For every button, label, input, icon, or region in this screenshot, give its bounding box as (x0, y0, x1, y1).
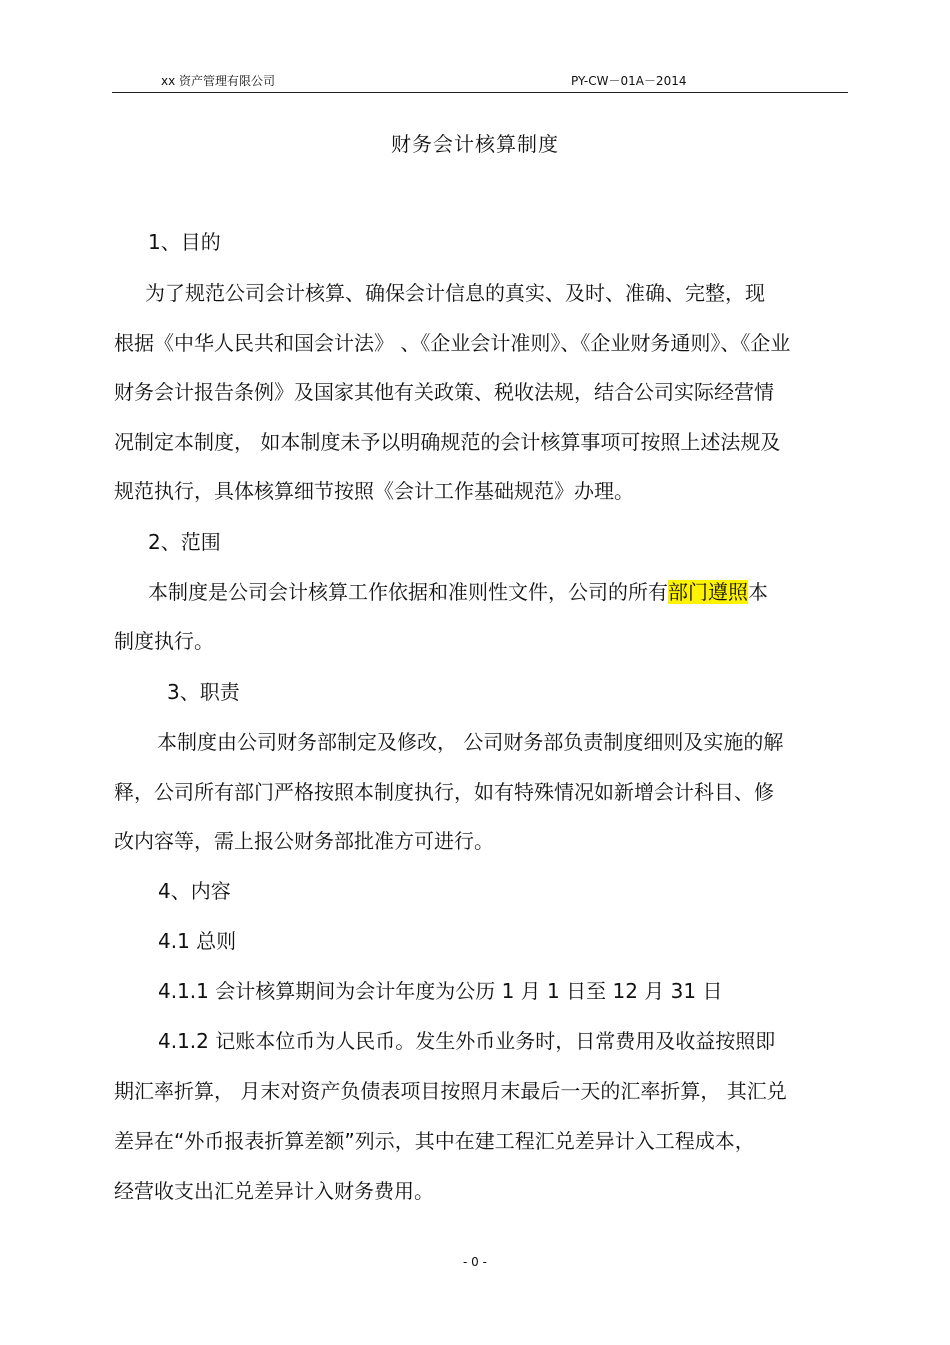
text-segment: 本 (748, 580, 768, 604)
header-doc-code: PY-CW－01A－2014 (571, 74, 687, 88)
paragraph-line: 为了规范公司会计核算、确保会计信息的真实、及时、准确、完整，现 (145, 281, 765, 305)
paragraph-line: 况制定本制度， 如本制度未予以明确规范的会计核算事项可按照上述法规及 (114, 430, 781, 454)
section-heading-scope: 2、范围 (148, 530, 221, 554)
clause-line: 4.1.2 记账本位币为人民币。发生外币业务时，日常费用及收益按照即 (158, 1029, 776, 1053)
paragraph-line: 本制度由公司财务部制定及修改， 公司财务部负责制度细则及实施的解 (157, 730, 784, 754)
section-heading-purpose: 1、目的 (148, 230, 221, 254)
paragraph-line: 根据《中华人民共和国会计法》 、《企业会计准则》、《企业财务通则》、《企业 (114, 331, 791, 355)
header-company: xx 资产管理有限公司 (161, 74, 276, 88)
page-number: - 0 - (463, 1255, 487, 1269)
clause-line: 4.1.1 会计核算期间为会计年度为公历 1 月 1 日至 12 月 31 日 (158, 979, 723, 1003)
paragraph-line: 经营收支出汇兑差异计入财务费用。 (114, 1179, 434, 1203)
paragraph-line: 制度执行。 (114, 629, 214, 653)
paragraph-line: 财务会计报告条例》及国家其他有关政策、税收法规，结合公司实际经营情 (114, 380, 774, 404)
header-divider (112, 92, 848, 93)
highlighted-text: 部门遵照 (668, 580, 748, 604)
paragraph-line (148, 580, 768, 604)
paragraph-line: 期汇率折算， 月末对资产负债表项目按照月末最后一天的汇率折算， 其汇兑 (114, 1079, 787, 1103)
paragraph-line: 规范执行，具体核算细节按照《会计工作基础规范》办理。 (114, 479, 634, 503)
text-segment: 本制度是公司会计核算工作依据和准则性文件，公司的所有 (148, 580, 668, 604)
section-heading-content: 4、内容 (158, 879, 231, 903)
subsection-heading: 4.1 总则 (158, 929, 237, 953)
paragraph-line: 改内容等，需上报公财务部批准方可进行。 (114, 829, 494, 853)
paragraph-line: 差异在“外币报表折算差额”列示，其中在建工程汇兑差异计入工程成本， (114, 1129, 755, 1153)
section-heading-responsibility: 3、职责 (167, 680, 240, 704)
document-title: 财务会计核算制度 (391, 132, 559, 156)
paragraph-line: 释，公司所有部门严格按照本制度执行，如有特殊情况如新增会计科目、修 (114, 780, 774, 804)
